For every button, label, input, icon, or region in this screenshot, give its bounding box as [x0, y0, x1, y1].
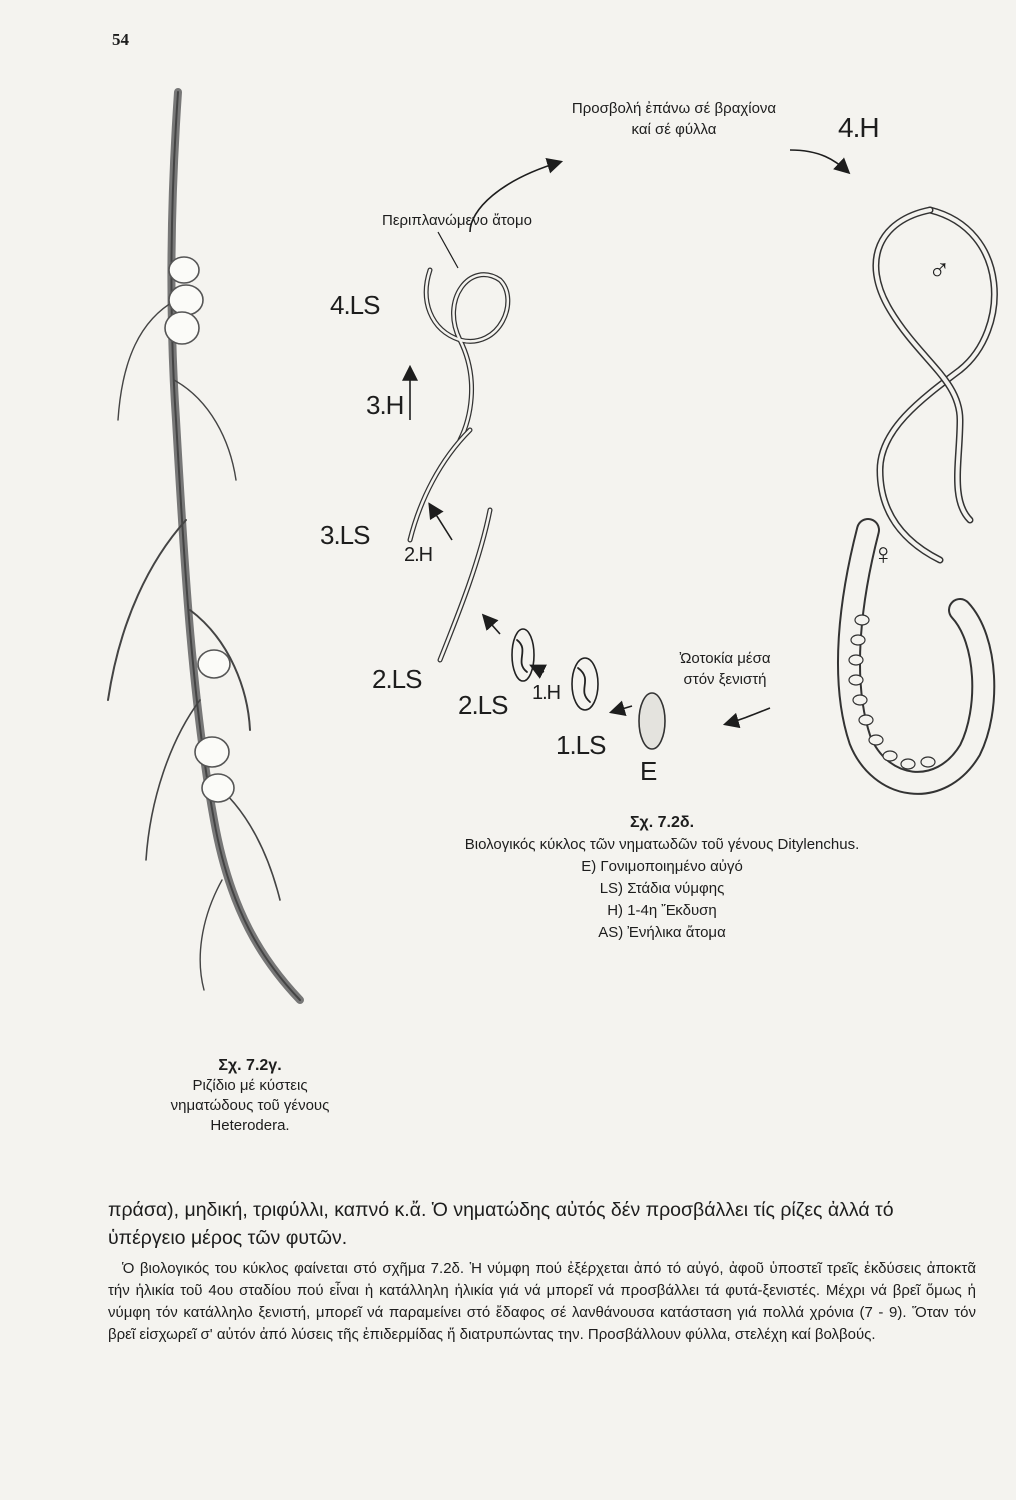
- legend-item-h: Η) 1-4η Ἔκδυση: [607, 902, 717, 919]
- egg: [639, 693, 665, 749]
- stage-label-egg: E: [640, 756, 657, 786]
- legend-item-ls: LS) Στάδια νύμφης: [599, 880, 725, 897]
- annotation-oviposition-line2: στόν ξενιστή: [683, 671, 767, 688]
- legend-item-as: AS) Ἐνήλικα ἄτομα: [598, 924, 726, 941]
- cyst: [195, 737, 229, 767]
- cyst: [202, 774, 234, 802]
- stage-label-4ls: 4.LS: [330, 290, 380, 320]
- stage-label-4h: 4.H: [838, 112, 879, 143]
- stage-label-2h: 2.H: [404, 544, 433, 566]
- stage-label-1h: 1.H: [532, 682, 561, 704]
- cyst: [169, 285, 203, 315]
- annotation-attack-line1: Προσβολή ἐπάνω σέ βραχίονα: [571, 100, 777, 117]
- body-text: [108, 1196, 976, 1346]
- figure-7-2d-caption: [372, 812, 952, 944]
- cyst: [169, 257, 199, 283]
- body-paragraph-2: Ὁ βιολογικός του κύκλος φαίνεται στό σχῆμα 7.2δ. Ἡ νύμφη πού ἐξέρχεται ἀπό τό αὐγό, ἀφοῦ ὑποστεῖ τρεῖς ἐκδύσεις ἀποκτᾶ τήν ἡλικία τοῦ 4ου σταδίου πού εἶναι ἡ κατάλληλη ἡλικία γιά νά μπορεῖ νά προσβάλλει τά φυτά-ξενιστές. Μέχρι νά βρεῖ ὅμως ἡ νύμφη τόν κατάλληλο ξενιστή, μπορεῖ νά παραμείνει στό ἔδαφος σέ λανθάνουσα κατάσταση γιά πολλά χρόνια (7 - 9). Ὅταν τόν βρεῖ εἰσχωρεῖ σ' αὐτόν ἀπό λύσεις τῆς ἐπιδερμίδας ἤ διατρυπώντας την. Προσβάλλουν φύλλα, στελέχη καί βολβούς.: [108, 1260, 976, 1343]
- stage-label-2ls-egg: 2.LS: [458, 690, 508, 720]
- legend-item-egg: Ε) Γονιμοποιημένο αὐγό: [581, 858, 743, 875]
- figure-7-2d-title: Βιολογικός κύκλος τῶν νηματωδῶν τοῦ γένους Ditylenchus.: [464, 836, 860, 853]
- stage-label-1ls: 1.LS: [556, 730, 606, 760]
- female-symbol: ♀: [872, 538, 895, 571]
- figure-7-2c-number: Σχ. 7.2γ.: [218, 1057, 282, 1074]
- stage-label-2ls-left: 2.LS: [372, 664, 422, 694]
- annotation-oviposition-line1: Ὠοτοκία μέσα: [679, 650, 771, 667]
- root-drawing: [108, 92, 300, 1000]
- body-paragraph-1: πράσα), μηδική, τριφύλλι, καπνό κ.ἄ. Ὁ νηματώδης αὐτός δέν προσβάλλει τίς ρίζες ἀλλά τό ὑπέργειο μέρος τῶν φυτῶν.: [108, 1199, 894, 1249]
- annotation-oviposition: [660, 648, 790, 690]
- stage-label-3h: 3.H: [366, 390, 404, 420]
- figure-7-2d-number: Σχ. 7.2δ.: [629, 814, 695, 831]
- figure-7-2c-line2: νηματώδους τοῦ γένους: [170, 1097, 330, 1114]
- figure-7-2c-line3: Heterodera.: [210, 1117, 290, 1134]
- annotation-wandering: Περιπλανώμενο ἄτομο: [382, 212, 532, 229]
- annotation-attack-line2: καί σέ φύλλα: [631, 121, 717, 138]
- figure-7-2c-caption: [110, 1056, 390, 1136]
- page-number: 54: [112, 30, 129, 49]
- cyst: [198, 650, 230, 678]
- cycle-arrows: [410, 150, 848, 724]
- annotation-attack: [544, 98, 804, 140]
- figure-7-2c-line1: Ριζίδιο μέ κύστεις: [192, 1077, 308, 1094]
- stage-label-3ls: 3.LS: [320, 520, 370, 550]
- male-symbol: ♂: [928, 254, 951, 287]
- cyst: [165, 312, 199, 344]
